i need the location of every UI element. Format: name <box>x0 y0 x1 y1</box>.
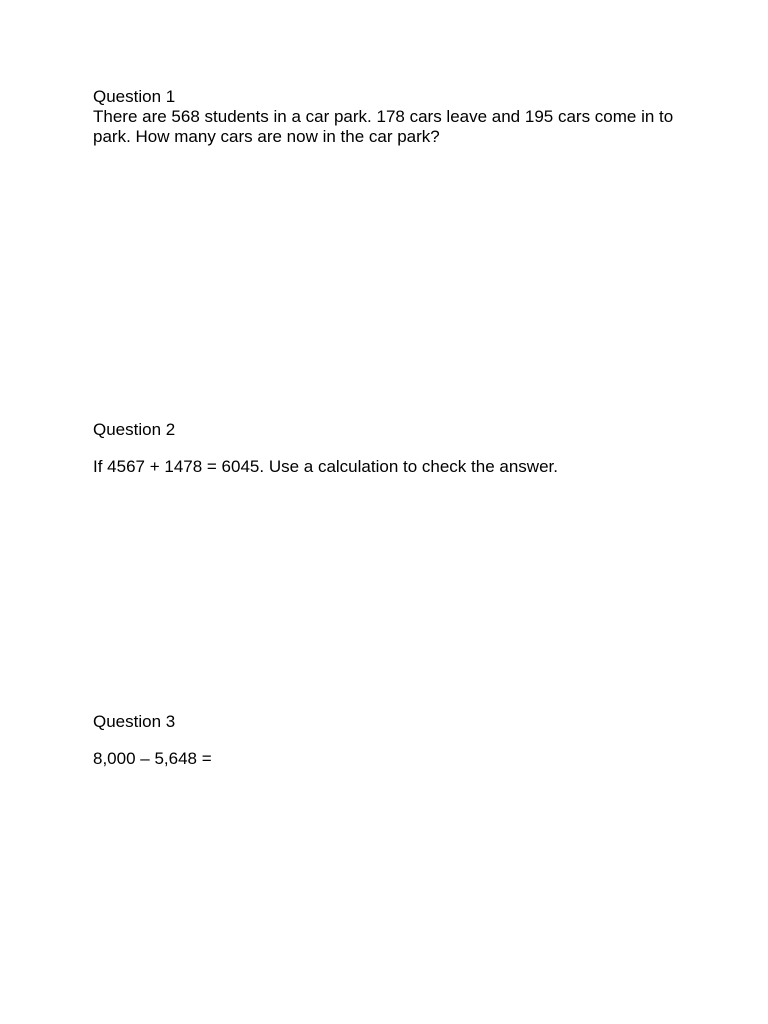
question-1-heading: Question 1 <box>93 87 176 106</box>
question-2 <box>93 420 693 477</box>
question-2-heading: Question 2 <box>93 420 176 439</box>
question-1 <box>93 87 693 147</box>
question-1-text: There are 568 students in a car park. 178 cars leave and 195 cars come in to park. How many cars are now in the car park? <box>93 107 674 146</box>
question-3 <box>93 712 693 769</box>
question-3-heading: Question 3 <box>93 712 176 731</box>
question-2-text: If 4567 + 1478 = 6045. Use a calculation to check the answer. <box>93 457 558 476</box>
question-3-text: 8,000 – 5,648 = <box>93 749 212 768</box>
